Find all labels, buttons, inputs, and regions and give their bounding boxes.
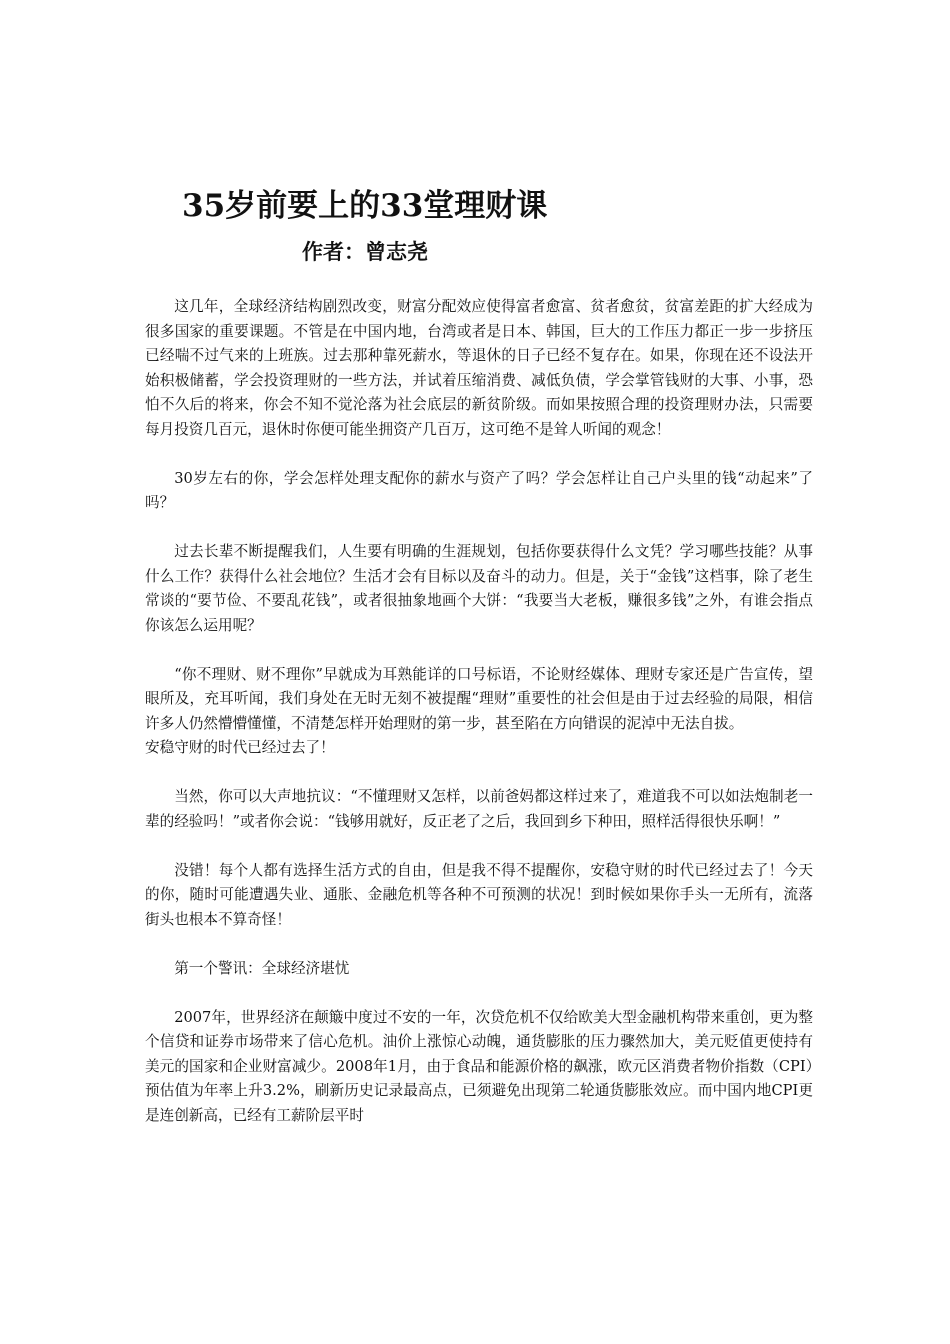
paragraph-elders: 过去长辈不断提醒我们，人生要有明确的生涯规划，包括你要获得什么文凭？学习哪些技能？从事什么工作？获得什么社会地位？生活才会有目标以及奋斗的动力。但是，关于“金钱”这档事，除了老生常谈的“要节俭、不要乱花钱”，或者很抽象地画个大饼：“我要当大老板，赚很多钱”之外，有谁会指点你该怎么运用呢？ — [145, 543, 813, 634]
paragraph-era-over: 安稳守财的时代已经过去了！ — [145, 739, 335, 756]
paragraph-protest: 当然，你可以大声地抗议：“不懂理财又怎样，以前爸妈都这样过来了，难道我不可以如法炮制老一辈的经验吗！”或者你会说：“钱够用就好，反正老了之后，我回到乡下种田，照样活得很快乐啊！” — [145, 788, 813, 830]
paragraph-freedom: 没错！每个人都有选择生活方式的自由，但是我不得不提醒你，安稳守财的时代已经过去了！今天的你，随时可能遭遇失业、通胀、金融危机等各种不可预测的状况！到时候如果你手头一无所有，流落街头也根本不算奇怪！ — [145, 861, 813, 928]
document-author: 作者：曾志尧 — [302, 239, 428, 264]
paragraph-question: 30岁左右的你，学会怎样处理支配你的薪水与资产了吗？学会怎样让自己户头里的钱“动起来”了吗？ — [145, 469, 813, 511]
section-heading-first-warning: 第一个警讯：全球经济堪忧 — [174, 959, 350, 977]
document-title: 35岁前要上的33堂理财课 — [182, 188, 548, 224]
paragraph-2007-economy: 2007年，世界经济在颠簸中度过不安的一年，次贷危机不仅给欧美大型金融机构带来重创，更为整个信贷和证券市场带来了信心危机。油价上涨惊心动魄，通货膨胀的压力骤然加大，美元贬值更使持有美元的国家和企业财富减少。2008年1月，由于食品和能源价格的飙涨，欧元区消费者物价指数（CPI）预估值为年率上升3.2%，刷新历史记录最高点，已须避免出现第二轮通货膨胀效应。而中国内地CPI更是连创新高，已经有工薪阶层平时 — [145, 1008, 813, 1124]
paragraph-slogan: “你不理财、财不理你”早就成为耳熟能详的口号标语，不论财经媒体、理财专家还是广告宣传，望眼所及，充耳听闻，我们身处在无时无刻不被提醒“理财”重要性的社会但是由于过去经验的局限，相信许多人仍然懵懵懂懂，不清楚怎样开始理财的第一步，甚至陷在方向错误的泥淖中无法自拔。 — [145, 665, 813, 732]
paragraph-intro: 这几年，全球经济结构剧烈改变，财富分配效应使得富者愈富、贫者愈贫，贫富差距的扩大经成为很多国家的重要课题。不管是在中国内地，台湾或者是日本、韩国，巨大的工作压力都正一步一步挤压已经喘不过气来的上班族。过去那种靠死薪水，等退休的日子已经不复存在。如果，你现在还不设法开始积极储蓄，学会投资理财的一些方法，并试着压缩消费、减低负债，学会掌管钱财的大事、小事，恐怕不久后的将来，你会不知不觉沦落为社会底层的新贫阶级。而如果按照合理的投资理财办法，只需要每月投资几百元，退休时你便可能坐拥资产几百万，这可绝不是耸人听闻的观念！ — [145, 298, 813, 438]
document-body — [145, 295, 813, 1153]
